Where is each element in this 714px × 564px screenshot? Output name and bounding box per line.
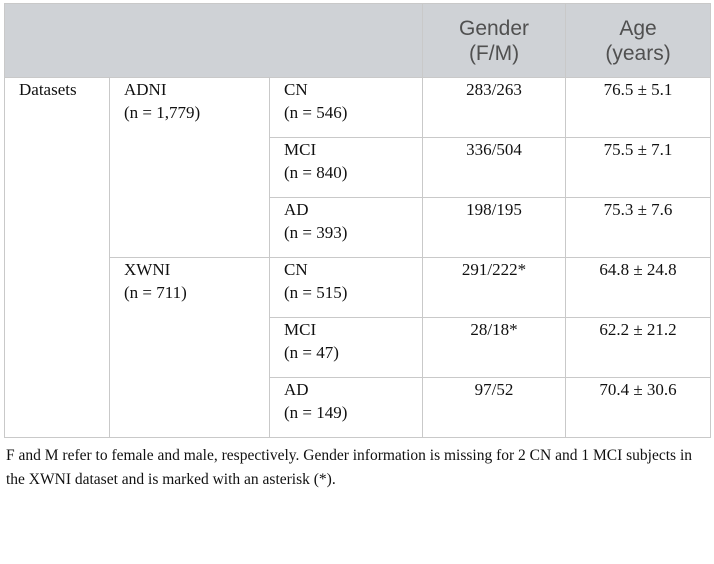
group-cell — [270, 258, 423, 318]
dataset-adni — [110, 78, 270, 258]
group-cell — [270, 198, 423, 258]
group-name: CN — [284, 80, 308, 99]
group-name: AD — [284, 380, 309, 399]
group-name: MCI — [284, 140, 317, 159]
group-cell — [270, 378, 423, 438]
dataset-n: (n = 1,779) — [124, 103, 201, 122]
dataset-n: (n = 711) — [124, 283, 187, 302]
group-cell — [270, 78, 423, 138]
gender-cell: 97/52 — [423, 378, 566, 438]
age-cell: 75.5 ± 7.1 — [566, 138, 711, 198]
gender-cell: 198/195 — [423, 198, 566, 258]
dataset-name: XWNI — [124, 260, 171, 279]
gender-cell: 28/18* — [423, 318, 566, 378]
group-name: MCI — [284, 320, 317, 339]
header-age — [566, 4, 711, 78]
group-cell — [270, 138, 423, 198]
table-footnote: F and M refer to female and male, respectively. Gender information is missing for 2 CN and 1 MCI subjects in the XWNI dataset and is marked with an asterisk (*). — [4, 437, 710, 492]
row-label-datasets: Datasets — [5, 78, 110, 438]
age-cell: 64.8 ± 24.8 — [566, 258, 711, 318]
dataset-xwni — [110, 258, 270, 438]
table-row — [5, 258, 711, 318]
group-n: (n = 840) — [284, 163, 348, 182]
header-age-line1: Age — [619, 16, 657, 40]
group-name: CN — [284, 260, 308, 279]
header-gender — [423, 4, 566, 78]
age-cell: 76.5 ± 5.1 — [566, 78, 711, 138]
age-cell: 70.4 ± 30.6 — [566, 378, 711, 438]
header-row — [5, 4, 711, 78]
group-n: (n = 515) — [284, 283, 348, 302]
group-n: (n = 149) — [284, 403, 348, 422]
header-gender-line1: Gender — [458, 16, 530, 40]
group-n: (n = 47) — [284, 343, 339, 362]
gender-cell: 336/504 — [423, 138, 566, 198]
group-n: (n = 546) — [284, 103, 348, 122]
header-empty-cell — [5, 4, 423, 78]
group-cell — [270, 318, 423, 378]
gender-cell: 283/263 — [423, 78, 566, 138]
gender-cell: 291/222* — [423, 258, 566, 318]
age-cell: 62.2 ± 21.2 — [566, 318, 711, 378]
dataset-name: ADNI — [124, 80, 167, 99]
age-cell: 75.3 ± 7.6 — [566, 198, 711, 258]
table-container — [4, 3, 710, 492]
group-name: AD — [284, 200, 309, 219]
header-gender-line2: (F/M) — [468, 41, 520, 65]
group-n: (n = 393) — [284, 223, 348, 242]
table-row — [5, 78, 711, 138]
header-age-line2: (years) — [605, 41, 671, 65]
data-table — [4, 3, 711, 438]
